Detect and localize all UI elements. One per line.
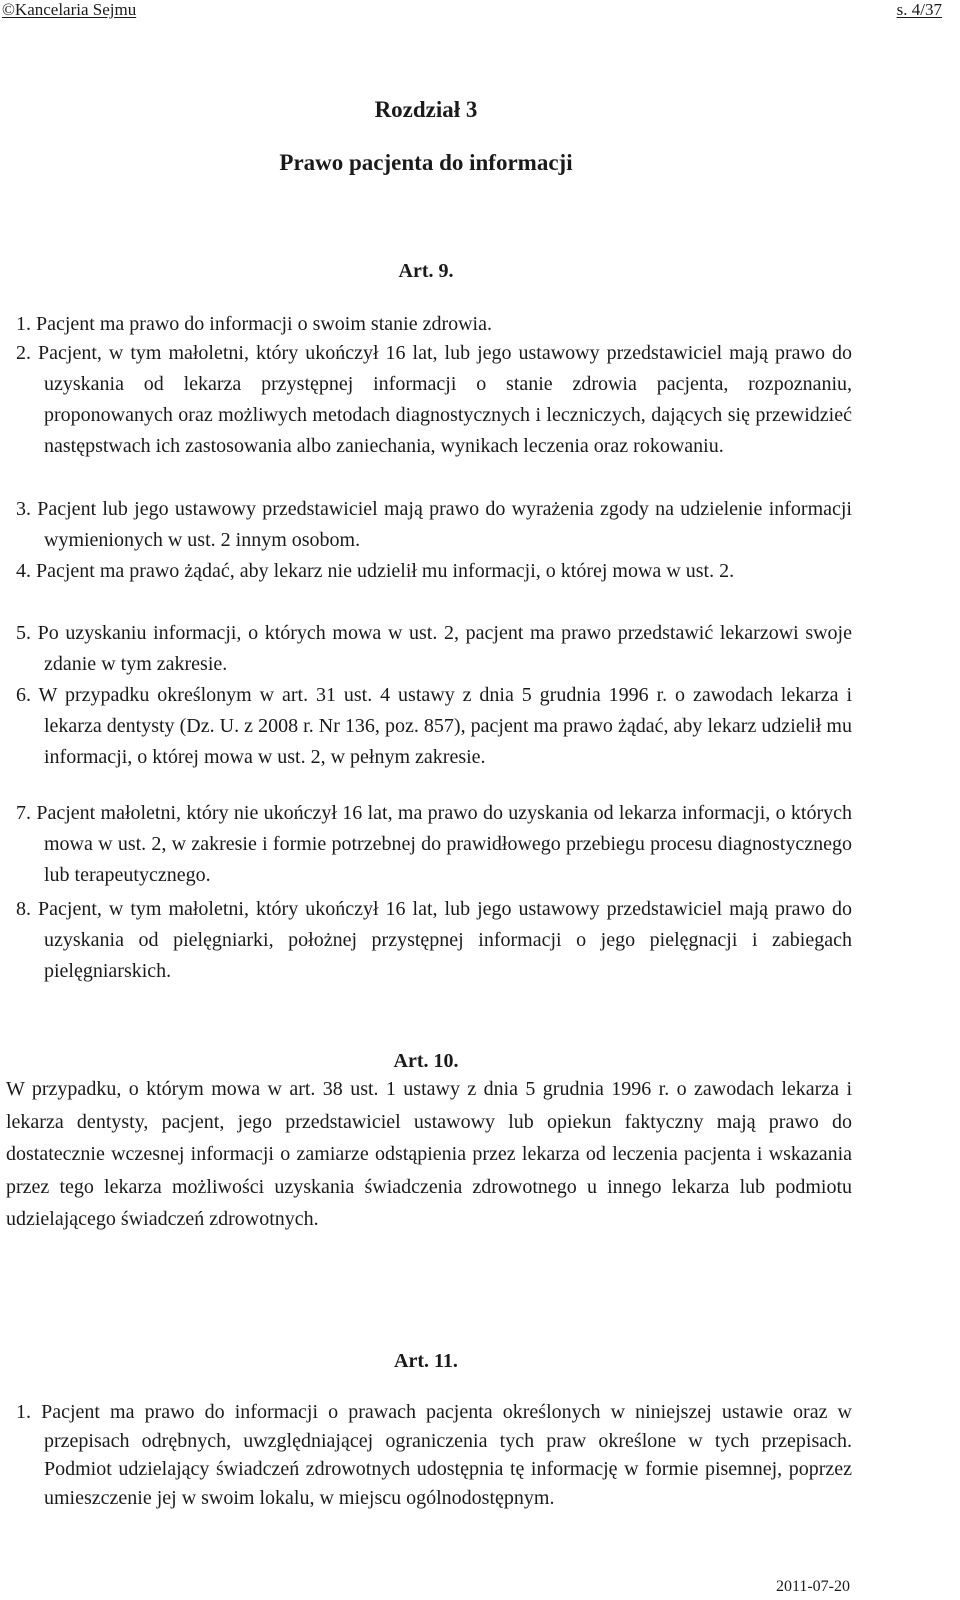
chapter-title: Prawo pacjenta do informacji: [279, 150, 573, 175]
article-9-paragraph-6: 6. W przypadku określonym w art. 31 ust. 4 ustawy z dnia 5 grudnia 1996 r. o zawodach lekarza i lekarza dentysty (Dz. U. z 2008 r. Nr 136, poz. 857), pacjent ma prawo żądać, aby lekarz udzielił mu informacji, o której mowa w ust. 2, w pełnym zakresie.: [16, 684, 852, 768]
header-source: ©Kancelaria Sejmu: [2, 0, 137, 19]
article-9-paragraph-7: 7. Pacjent małoletni, który nie ukończył 16 lat, ma prawo do uzyskania od lekarza informacji, o których mowa w ust. 2, w zakresie i formie potrzebnej do prawidłowego przebiegu procesu diagnostycznego lub terapeutycznego.: [16, 802, 852, 886]
article-11-heading: Art. 11.: [394, 1350, 458, 1372]
article-11-paragraph-1: 1. Pacjent ma prawo do informacji o prawach pacjenta określonych w niniejszej ustawie oraz w przepisach odrębnych, uwzględniającej ograniczenia tych praw określone w tych przepisach. Podmiot udzielający świadczeń zdrowotnych udostępnia tę informację w formie pisemnej, poprzez umieszczenie jej w swoim lokalu, w miejscu ogólnodostępnym.: [16, 1401, 852, 1509]
article-9-paragraph-1: 1. Pacjent ma prawo do informacji o swoim stanie zdrowia.: [16, 313, 492, 335]
article-10-heading: Art. 10.: [393, 1050, 459, 1072]
header-page-number: s. 4/37: [896, 0, 942, 19]
article-9-heading: Art. 9.: [398, 260, 454, 282]
chapter-number: Rozdział 3: [374, 97, 478, 122]
footer-date: 2011-07-20: [775, 1578, 850, 1595]
article-9-paragraph-8: 8. Pacjent, w tym małoletni, który ukończył 16 lat, lub jego ustawowy przedstawiciel mają prawo do uzyskania od pielęgniarki, położnej przystępnej informacji o jego pielęgnacji i zabiegach pielęgniarskich.: [16, 898, 852, 982]
article-10-text: W przypadku, o którym mowa w art. 38 ust. 1 ustawy z dnia 5 grudnia 1996 r. o zawodach lekarza i lekarza dentysty, pacjent, jego przedstawiciel ustawowy lub opiekun faktyczny mają prawo do dostatecznie wczesnej informacji o zamiarze odstąpienia przez lekarza od leczenia pacjenta i wskazania przez tego lekarza możliwości uzyskania świadczenia zdrowotnego u innego lekarza lub podmiotu udzielającego świadczeń zdrowotnych.: [6, 1078, 852, 1230]
article-9-paragraph-5: 5. Po uzyskaniu informacji, o których mowa w ust. 2, pacjent ma prawo przedstawić lekarzowi swoje zdanie w tym zakresie.: [16, 622, 852, 675]
article-9-paragraph-2: 2. Pacjent, w tym małoletni, który ukończył 16 lat, lub jego ustawowy przedstawiciel mają prawo do uzyskania od lekarza przystępnej informacji o stanie zdrowia pacjenta, rozpoznaniu, proponowanych oraz możliwych metodach diagnostycznych i leczniczych, dających się przewidzieć następstwach ich zastosowania albo zaniechania, wynikach leczenia oraz rokowaniu.: [16, 342, 852, 457]
article-9-paragraph-4: 4. Pacjent ma prawo żądać, aby lekarz nie udzielił mu informacji, o której mowa w ust. 2.: [16, 560, 735, 582]
article-9-paragraph-3: 3. Pacjent lub jego ustawowy przedstawiciel mają prawo do wyrażenia zgody na udzielenie informacji wymienionych w ust. 2 innym osobom.: [16, 498, 852, 551]
